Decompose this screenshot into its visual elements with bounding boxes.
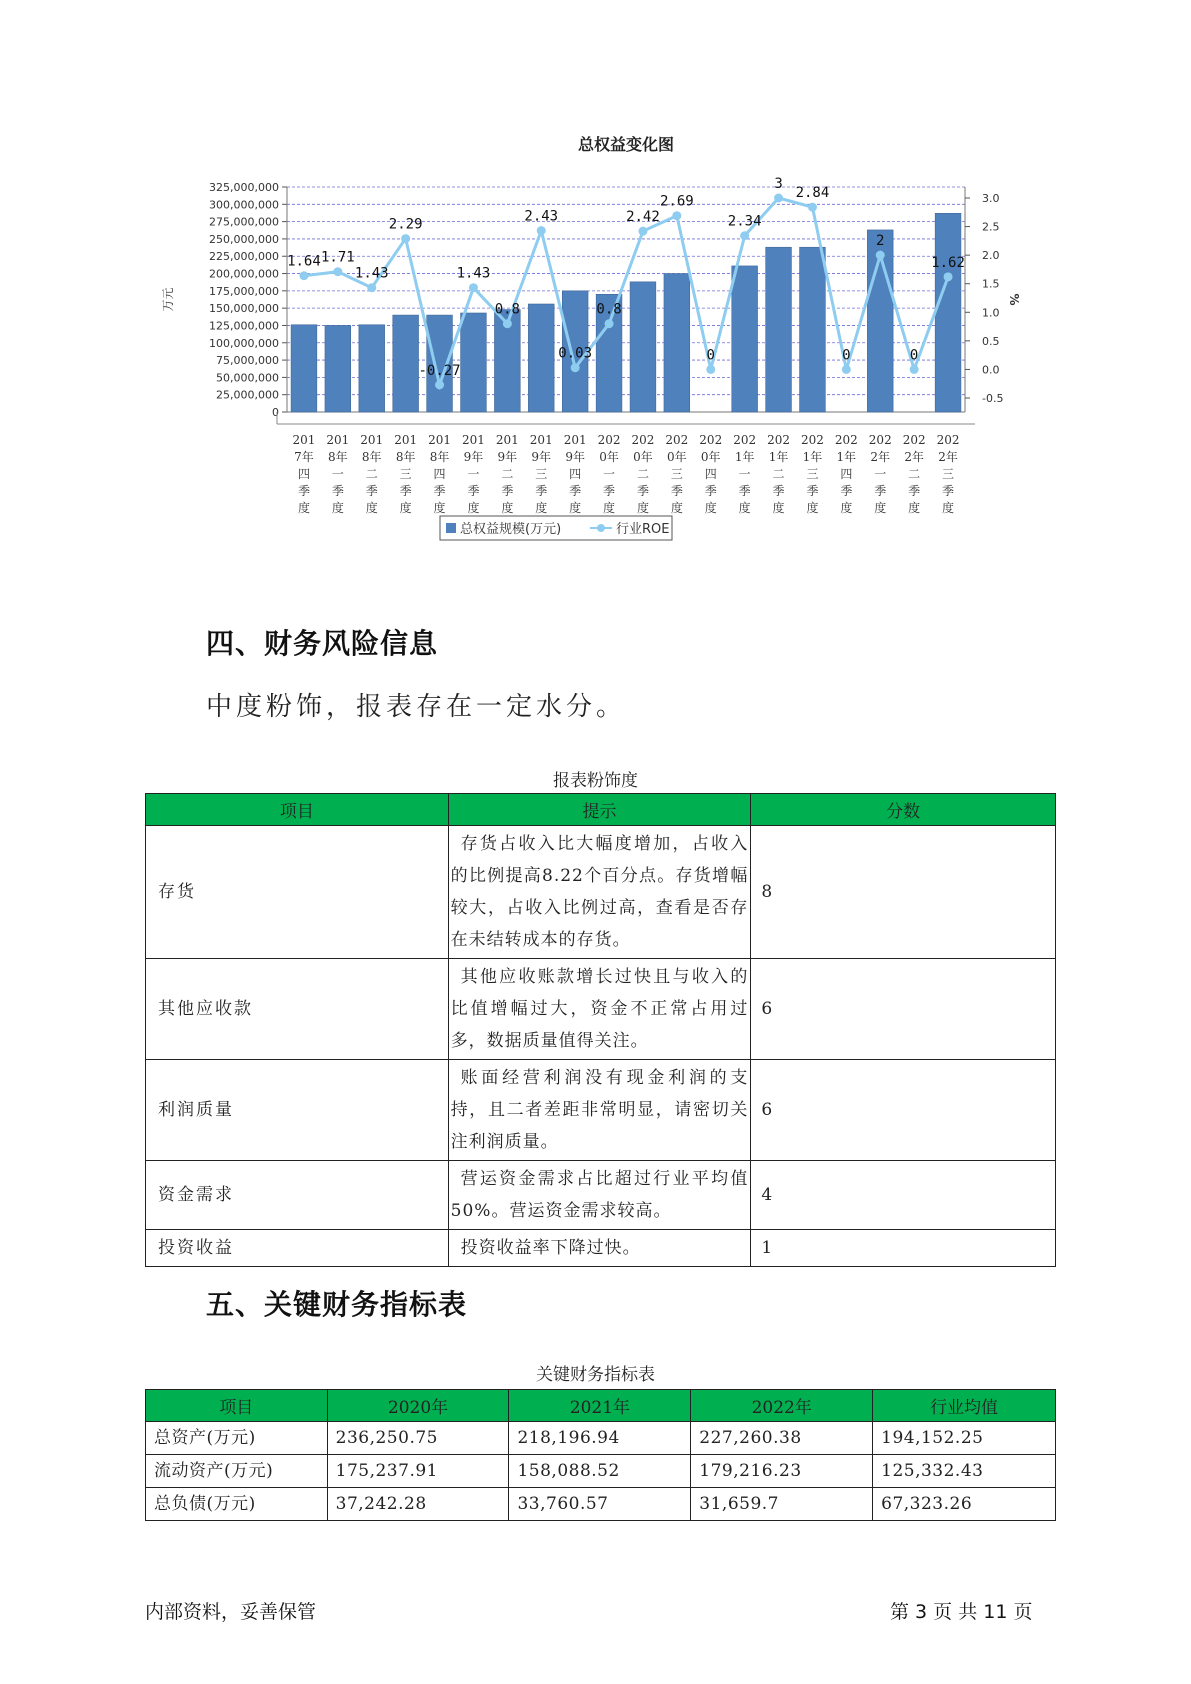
y-axis-label: 万元: [161, 287, 175, 312]
y-tick-label: 150,000,000: [209, 302, 279, 316]
x-tick-label: 四: [569, 467, 582, 481]
x-tick-label: 季: [297, 484, 310, 498]
kpi-table-caption: 关键财务指标表: [536, 1365, 655, 1385]
x-tick-label: 一: [738, 467, 751, 481]
x-tick-label: 1年: [768, 450, 789, 464]
x-tick-label: 季: [908, 484, 921, 498]
x-tick-label: 二: [636, 467, 649, 481]
roe-point: [605, 319, 614, 328]
x-tick-label: 季: [467, 484, 480, 498]
y2-tick-label: 1.5: [982, 277, 1000, 291]
x-tick-label: 度: [738, 501, 751, 515]
x-tick-label: 度: [908, 501, 921, 515]
roe-point: [333, 267, 342, 276]
x-tick-label: 三: [535, 467, 548, 481]
kpi-cell: 67,323.26: [873, 1488, 1056, 1521]
x-tick-label: 7年: [294, 450, 314, 464]
roe-point: [401, 234, 410, 243]
x-tick-label: 0年: [633, 450, 653, 464]
table-row: [146, 826, 1056, 959]
y2-axis-label: %: [1007, 293, 1021, 306]
x-tick-label: 四: [297, 467, 310, 481]
x-tick-label: 度: [399, 501, 412, 515]
y-tick-label: 0: [272, 406, 279, 419]
x-tick-label: 2年: [904, 450, 924, 464]
data-label: 1.71: [320, 249, 355, 266]
y2-tick-label: 0.0: [982, 363, 1000, 377]
x-tick-label: 202: [665, 433, 689, 447]
x-tick-label: 二: [501, 467, 514, 481]
kpi-cell: 158,088.52: [509, 1455, 691, 1488]
y-tick-label: 175,000,000: [209, 284, 279, 298]
x-tick-label: 季: [569, 484, 582, 498]
x-tick-label: 度: [772, 501, 785, 515]
x-tick-label: 季: [942, 484, 955, 498]
x-tick-label: 度: [603, 501, 616, 515]
x-tick-label: 201: [394, 433, 418, 447]
y-tick-label: 100,000,000: [209, 336, 279, 350]
roe-point: [299, 271, 308, 280]
x-tick-label: 202: [902, 433, 926, 447]
table-row: [146, 959, 1056, 1060]
kpi-header-2020: 2020年: [327, 1390, 509, 1422]
x-tick-label: 一: [467, 467, 480, 481]
risk-score: 4: [751, 1161, 1056, 1230]
x-tick-label: 9年: [531, 450, 552, 464]
kpi-cell: 194,152.25: [873, 1422, 1056, 1455]
x-tick-label: 201: [495, 433, 519, 447]
data-label: 1.64: [287, 253, 321, 270]
roe-point: [706, 365, 715, 374]
x-tick-label: 四: [840, 467, 853, 481]
data-label: 0: [909, 347, 919, 364]
y-tick-label: 275,000,000: [209, 215, 279, 229]
x-tick-label: 季: [738, 484, 751, 498]
x-tick-label: 度: [433, 501, 446, 515]
bar: [461, 313, 487, 412]
x-tick-label: 季: [433, 484, 446, 498]
risk-hint: 投资收益率下降过快。: [448, 1230, 751, 1267]
roe-point: [469, 283, 478, 292]
x-tick-label: 度: [636, 501, 649, 515]
x-tick-label: 度: [535, 501, 548, 515]
x-tick-label: 0年: [667, 450, 687, 464]
x-tick-label: 季: [331, 484, 344, 498]
table-row: [146, 1488, 1056, 1521]
section-4-title: 四、财务风险信息: [206, 627, 439, 660]
footer-page-number: 第 3 页 共 11 页: [890, 1601, 1033, 1623]
x-tick-label: 度: [670, 501, 683, 515]
roe-point: [672, 211, 681, 220]
x-tick-label: 二: [908, 467, 921, 481]
x-tick-label: 二: [772, 467, 785, 481]
x-tick-label: 0年: [599, 450, 619, 464]
x-tick-label: 0年: [700, 450, 721, 464]
kpi-header-2021: 2021年: [509, 1390, 691, 1422]
data-label: 0: [706, 347, 715, 364]
x-tick-label: 8年: [328, 450, 348, 464]
x-tick-label: 季: [603, 484, 616, 498]
kpi-cell: 179,216.23: [691, 1455, 873, 1488]
y2-tick-label: 0.5: [982, 334, 1000, 348]
data-label: 2.43: [524, 208, 559, 225]
risk-hint: 存货占收入比大幅度增加，占收入的比例提高8.22个百分点。存货增幅较大，占收入比例过高，查看是否存在未结转成本的存货。: [448, 826, 751, 959]
risk-item: 其他应收款: [146, 959, 449, 1060]
x-tick-label: 季: [399, 484, 412, 498]
y-tick-label: 250,000,000: [209, 232, 279, 246]
roe-point: [808, 203, 817, 212]
data-label: 2.42: [626, 209, 660, 226]
x-tick-label: 9年: [497, 450, 518, 464]
data-label: 0.8: [596, 301, 622, 318]
risk-score: 8: [751, 826, 1056, 959]
legend-bar-swatch: [446, 523, 456, 533]
x-tick-label: 季: [806, 484, 819, 498]
x-tick-label: 四: [433, 467, 446, 481]
kpi-cell: 33,760.57: [509, 1488, 691, 1521]
kpi-header-item: 项目: [146, 1390, 328, 1422]
x-tick-label: 201: [461, 433, 485, 447]
bar: [800, 247, 826, 412]
roe-point: [638, 227, 647, 236]
kpi-cell: 总负债(万元): [146, 1488, 328, 1521]
data-label: 0: [842, 347, 851, 364]
kpi-table-header-row: [146, 1390, 1056, 1422]
x-tick-label: 202: [733, 433, 757, 447]
x-tick-label: 202: [699, 433, 723, 447]
kpi-cell: 流动资产(万元): [146, 1455, 328, 1488]
bar: [664, 274, 690, 412]
kpi-cell: 31,659.7: [691, 1488, 873, 1521]
x-tick-label: 一: [874, 467, 887, 481]
x-tick-label: 季: [840, 484, 853, 498]
data-label: 2: [876, 233, 885, 250]
risk-item: 资金需求: [146, 1161, 449, 1230]
risk-score: 6: [751, 1060, 1056, 1161]
kpi-table: [145, 1389, 1056, 1521]
y-tick-label: 50,000,000: [216, 371, 279, 385]
kpi-cell: 175,237.91: [327, 1455, 509, 1488]
roe-point: [367, 283, 376, 292]
equity-chart-svg: [150, 130, 1050, 600]
x-tick-label: 季: [535, 484, 548, 498]
legend-line-label: 行业ROE: [616, 522, 670, 537]
data-label: 2.29: [388, 216, 423, 233]
equity-chart: [150, 130, 1050, 600]
risk-item: 利润质量: [146, 1060, 449, 1161]
x-tick-label: 三: [670, 467, 683, 481]
footer-confidential-note: 内部资料，妥善保管: [145, 1601, 317, 1623]
bar: [325, 325, 351, 412]
x-tick-label: 1年: [802, 450, 823, 464]
x-tick-label: 度: [569, 501, 582, 515]
x-tick-label: 度: [942, 501, 955, 515]
kpi-cell: 37,242.28: [327, 1488, 509, 1521]
x-tick-label: 8年: [361, 450, 382, 464]
data-label: 1.43: [354, 265, 389, 282]
x-tick-label: 度: [704, 501, 717, 515]
risk-hint: 其他应收账款增长过快且与收入的比值增幅过大，资金不正常占用过多，数据质量值得关注。: [448, 959, 751, 1060]
bar: [393, 315, 419, 412]
x-tick-label: 三: [399, 467, 412, 481]
bar: [528, 304, 554, 412]
data-label: 0.03: [558, 345, 593, 362]
x-tick-label: 度: [501, 501, 514, 515]
x-tick-label: 201: [326, 433, 350, 447]
table-row: [146, 1060, 1056, 1161]
x-tick-label: 季: [670, 484, 683, 498]
bar: [732, 266, 758, 412]
data-label: 2.84: [795, 185, 830, 202]
bar: [359, 325, 385, 412]
x-tick-label: 201: [428, 433, 452, 447]
x-tick-label: 度: [840, 501, 853, 515]
risk-summary-text: 中度粉饰，报表存在一定水分。: [206, 692, 627, 722]
roe-point: [537, 226, 546, 235]
data-label: 1.62: [931, 254, 965, 271]
x-tick-label: 2年: [938, 450, 958, 464]
roe-point: [740, 231, 749, 240]
kpi-cell: 218,196.94: [509, 1422, 691, 1455]
kpi-header-2022: 2022年: [691, 1390, 873, 1422]
x-tick-label: 季: [365, 484, 378, 498]
x-tick-label: 8年: [429, 450, 450, 464]
risk-table-caption: 报表粉饰度: [553, 771, 638, 791]
risk-item: 存货: [146, 826, 449, 959]
x-tick-label: 季: [501, 484, 514, 498]
x-tick-label: 202: [631, 433, 655, 447]
roe-point: [944, 272, 953, 281]
risk-header-hint: 提示: [448, 794, 751, 826]
x-tick-label: 季: [874, 484, 887, 498]
x-tick-label: 9年: [565, 450, 585, 464]
table-row: [146, 1230, 1056, 1267]
bar: [291, 325, 317, 412]
x-tick-label: 202: [800, 433, 824, 447]
bar: [935, 213, 961, 412]
x-tick-label: 度: [365, 501, 378, 515]
x-tick-label: 四: [704, 467, 717, 481]
x-tick-label: 二: [365, 467, 378, 481]
risk-hint: 账面经营利润没有现金利润的支持，且二者差距非常明显，请密切关注利润质量。: [448, 1060, 751, 1161]
x-tick-label: 三: [806, 467, 819, 481]
x-tick-label: 季: [704, 484, 717, 498]
risk-table-header-row: [146, 794, 1056, 826]
kpi-cell: 236,250.75: [327, 1422, 509, 1455]
y-tick-label: 325,000,000: [209, 181, 279, 194]
kpi-header-industry-avg: 行业均值: [873, 1390, 1056, 1422]
kpi-cell: 总资产(万元): [146, 1422, 328, 1455]
roe-point: [571, 363, 580, 372]
x-tick-label: 201: [360, 433, 384, 447]
y-tick-label: 200,000,000: [209, 267, 279, 281]
x-tick-label: 8年: [395, 450, 416, 464]
x-tick-label: 一: [603, 467, 616, 481]
x-tick-label: 度: [297, 501, 310, 515]
risk-table: [145, 793, 1056, 1267]
section-5-title: 五、关键财务指标表: [206, 1288, 468, 1321]
legend-bar-label: 总权益规模(万元): [460, 522, 562, 537]
y2-tick-label: 2.0: [982, 249, 1000, 263]
x-tick-label: 201: [529, 433, 553, 447]
data-label: -0.27: [418, 362, 461, 379]
risk-header-score: 分数: [751, 794, 1056, 826]
roe-point: [503, 319, 512, 328]
data-label: 1.43: [456, 265, 491, 282]
x-tick-label: 1年: [836, 450, 857, 464]
x-tick-label: 一: [331, 467, 344, 481]
roe-point: [876, 251, 885, 260]
table-row: [146, 1161, 1056, 1230]
roe-point: [774, 194, 783, 203]
y-tick-label: 75,000,000: [216, 354, 279, 368]
x-tick-label: 三: [942, 467, 955, 481]
y2-tick-label: -0.5: [982, 392, 1004, 405]
x-tick-label: 202: [597, 433, 621, 447]
y2-tick-label: 3.0: [982, 192, 1000, 205]
y2-tick-label: 2.5: [982, 220, 1000, 234]
y-tick-label: 225,000,000: [209, 250, 279, 264]
y-tick-label: 25,000,000: [216, 388, 279, 402]
bar: [766, 247, 792, 412]
y2-tick-label: 1.0: [982, 306, 1000, 320]
risk-score: 1: [751, 1230, 1056, 1267]
y-tick-label: 125,000,000: [209, 319, 279, 333]
kpi-cell: 125,332.43: [873, 1455, 1056, 1488]
roe-point: [435, 380, 444, 389]
x-tick-label: 202: [767, 433, 791, 447]
x-tick-label: 度: [874, 501, 887, 515]
data-label: 0.8: [494, 301, 520, 318]
x-tick-label: 202: [868, 433, 892, 447]
x-tick-label: 度: [331, 501, 344, 515]
x-tick-label: 202: [834, 433, 858, 447]
x-tick-label: 202: [936, 433, 960, 447]
risk-item: 投资收益: [146, 1230, 449, 1267]
risk-score: 6: [751, 959, 1056, 1060]
risk-hint: 营运资金需求占比超过行业平均值50%。营运资金需求较高。: [448, 1161, 751, 1230]
x-tick-label: 季: [772, 484, 785, 498]
x-tick-label: 度: [806, 501, 819, 515]
x-tick-label: 201: [292, 433, 316, 447]
data-label: 2.69: [659, 193, 694, 210]
x-tick-label: 度: [467, 501, 480, 515]
x-tick-label: 1年: [734, 450, 755, 464]
x-tick-label: 2年: [870, 450, 891, 464]
bar: [630, 282, 656, 412]
chart-title: 总权益变化图: [577, 135, 675, 154]
risk-header-item: 项目: [146, 794, 449, 826]
x-tick-label: 201: [563, 433, 587, 447]
x-tick-label: 9年: [463, 450, 484, 464]
x-tick-label: 季: [636, 484, 649, 498]
roe-point: [910, 365, 919, 374]
legend-line-marker: [597, 524, 605, 532]
table-row: [146, 1422, 1056, 1455]
data-label: 3: [774, 176, 783, 192]
data-label: 2.34: [727, 213, 762, 230]
roe-point: [842, 365, 851, 374]
kpi-cell: 227,260.38: [691, 1422, 873, 1455]
y-tick-label: 300,000,000: [209, 198, 279, 212]
table-row: [146, 1455, 1056, 1488]
